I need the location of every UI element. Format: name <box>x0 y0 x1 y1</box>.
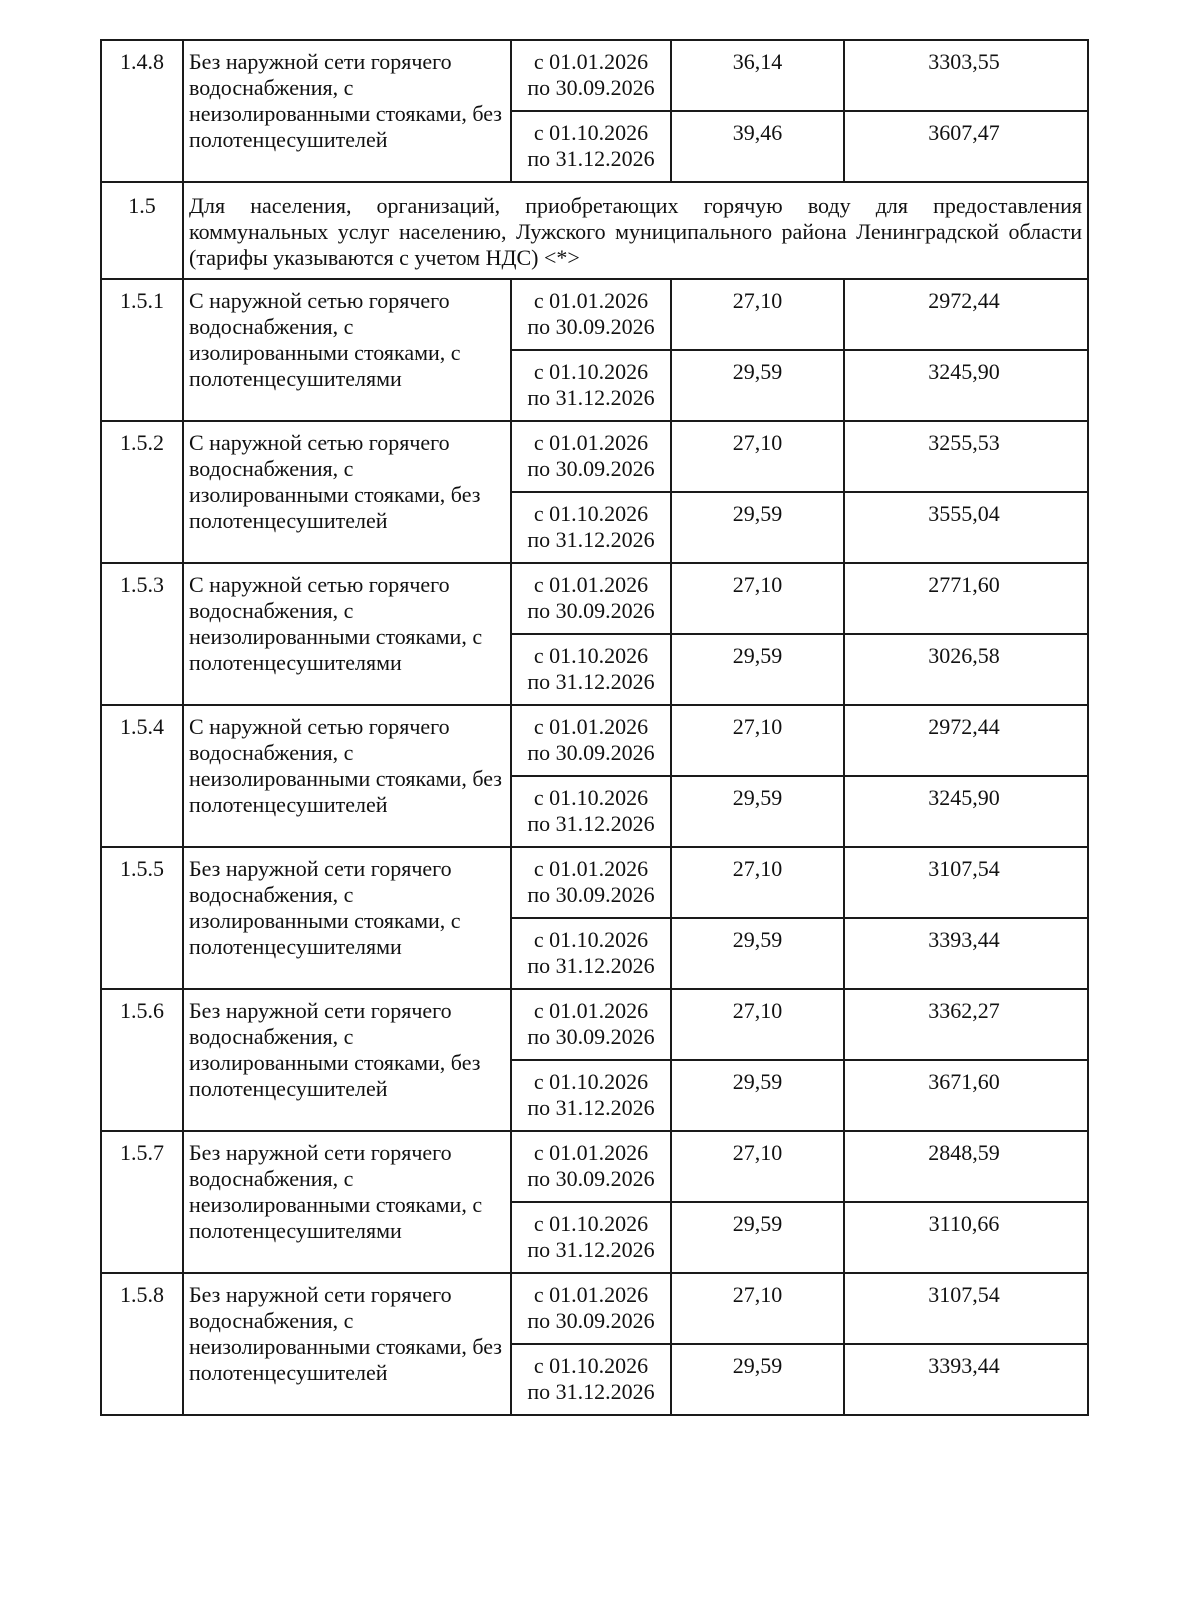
period-end: по 31.12.2026 <box>527 1095 655 1120</box>
period-start: с 01.01.2026 <box>533 1282 649 1307</box>
section-number: 1.5 <box>101 182 183 279</box>
period-cell <box>511 705 671 776</box>
item-number: 1.5.4 <box>101 705 183 847</box>
table-row <box>101 989 1088 1060</box>
table-row <box>101 705 1088 776</box>
component-value: 29,59 <box>671 350 844 421</box>
table-row <box>101 279 1088 350</box>
period-cell <box>511 279 671 350</box>
section-row <box>101 182 1088 279</box>
period-start: с 01.01.2026 <box>533 430 649 455</box>
period-cell <box>511 1060 671 1131</box>
table-row <box>101 563 1088 634</box>
component-value: 29,59 <box>671 1202 844 1273</box>
period-end: по 31.12.2026 <box>527 953 655 978</box>
component-value: 27,10 <box>671 705 844 776</box>
period-end: по 31.12.2026 <box>527 811 655 836</box>
item-number: 1.5.3 <box>101 563 183 705</box>
cost-value: 3107,54 <box>844 847 1088 918</box>
period-start: с 01.10.2026 <box>533 359 649 384</box>
cost-value: 3303,55 <box>844 40 1088 111</box>
tariff-table-body <box>101 40 1088 1415</box>
period-end: по 30.09.2026 <box>527 598 655 623</box>
period-cell <box>511 1131 671 1202</box>
item-description: Без наружной сети горячего водоснабжения, с неизолированными стояками, с полотенцесушителями <box>183 1131 511 1273</box>
item-number: 1.4.8 <box>101 40 183 182</box>
component-value: 27,10 <box>671 989 844 1060</box>
cost-value: 3245,90 <box>844 776 1088 847</box>
period-end: по 30.09.2026 <box>527 1308 655 1333</box>
component-value: 27,10 <box>671 1273 844 1344</box>
item-number: 1.5.6 <box>101 989 183 1131</box>
component-value: 27,10 <box>671 1131 844 1202</box>
period-start: с 01.10.2026 <box>533 501 649 526</box>
component-value: 29,59 <box>671 1344 844 1415</box>
item-description: Без наружной сети горячего водоснабжения, с неизолированными стояками, без полотенцесушителей <box>183 1273 511 1415</box>
period-cell <box>511 421 671 492</box>
period-end: по 31.12.2026 <box>527 1237 655 1262</box>
period-cell <box>511 776 671 847</box>
cost-value: 3362,27 <box>844 989 1088 1060</box>
period-start: с 01.01.2026 <box>533 49 649 74</box>
period-start: с 01.01.2026 <box>533 714 649 739</box>
period-cell <box>511 111 671 182</box>
period-start: с 01.10.2026 <box>533 1211 649 1236</box>
period-start: с 01.10.2026 <box>533 643 649 668</box>
period-start: с 01.10.2026 <box>533 785 649 810</box>
period-start: с 01.01.2026 <box>533 1140 649 1165</box>
period-end: по 31.12.2026 <box>527 146 655 171</box>
item-description: С наружной сетью горячего водоснабжения, с неизолированными стояками, с полотенцесушителями <box>183 563 511 705</box>
item-description: С наружной сетью горячего водоснабжения, с изолированными стояками, без полотенцесушителей <box>183 421 511 563</box>
cost-value: 3107,54 <box>844 1273 1088 1344</box>
period-end: по 31.12.2026 <box>527 1379 655 1404</box>
period-start: с 01.01.2026 <box>533 572 649 597</box>
item-description: Без наружной сети горячего водоснабжения, с неизолированными стояками, без полотенцесушителей <box>183 40 511 182</box>
period-cell <box>511 350 671 421</box>
period-end: по 30.09.2026 <box>527 314 655 339</box>
period-start: с 01.01.2026 <box>533 998 649 1023</box>
item-description: С наружной сетью горячего водоснабжения, с неизолированными стояками, без полотенцесушителей <box>183 705 511 847</box>
period-cell <box>511 1344 671 1415</box>
period-start: с 01.10.2026 <box>533 1353 649 1378</box>
table-row <box>101 1131 1088 1202</box>
period-end: по 31.12.2026 <box>527 385 655 410</box>
period-cell <box>511 918 671 989</box>
period-start: с 01.01.2026 <box>533 856 649 881</box>
cost-value: 3393,44 <box>844 918 1088 989</box>
cost-value: 3393,44 <box>844 1344 1088 1415</box>
cost-value: 3607,47 <box>844 111 1088 182</box>
period-start: с 01.10.2026 <box>533 927 649 952</box>
tariff-table <box>100 39 1089 1416</box>
period-end: по 31.12.2026 <box>527 527 655 552</box>
period-start: с 01.10.2026 <box>533 120 649 145</box>
item-number: 1.5.1 <box>101 279 183 421</box>
item-description: Без наружной сети горячего водоснабжения, с изолированными стояками, без полотенцесушителей <box>183 989 511 1131</box>
period-cell <box>511 492 671 563</box>
item-number: 1.5.5 <box>101 847 183 989</box>
period-cell <box>511 989 671 1060</box>
period-end: по 30.09.2026 <box>527 75 655 100</box>
cost-value: 2972,44 <box>844 705 1088 776</box>
table-row <box>101 40 1088 111</box>
period-cell <box>511 40 671 111</box>
table-row <box>101 1273 1088 1344</box>
cost-value: 3110,66 <box>844 1202 1088 1273</box>
component-value: 29,59 <box>671 1060 844 1131</box>
item-number: 1.5.8 <box>101 1273 183 1415</box>
component-value: 29,59 <box>671 918 844 989</box>
component-value: 27,10 <box>671 279 844 350</box>
component-value: 29,59 <box>671 492 844 563</box>
period-cell <box>511 1202 671 1273</box>
cost-value: 2771,60 <box>844 563 1088 634</box>
period-end: по 30.09.2026 <box>527 740 655 765</box>
component-value: 39,46 <box>671 111 844 182</box>
cost-value: 3026,58 <box>844 634 1088 705</box>
period-end: по 30.09.2026 <box>527 456 655 481</box>
component-value: 27,10 <box>671 563 844 634</box>
period-start: с 01.10.2026 <box>533 1069 649 1094</box>
period-cell <box>511 847 671 918</box>
component-value: 27,10 <box>671 421 844 492</box>
period-end: по 30.09.2026 <box>527 882 655 907</box>
period-end: по 30.09.2026 <box>527 1166 655 1191</box>
period-end: по 30.09.2026 <box>527 1024 655 1049</box>
component-value: 36,14 <box>671 40 844 111</box>
table-row <box>101 421 1088 492</box>
period-cell <box>511 563 671 634</box>
item-number: 1.5.2 <box>101 421 183 563</box>
period-start: с 01.01.2026 <box>533 288 649 313</box>
component-value: 27,10 <box>671 847 844 918</box>
component-value: 29,59 <box>671 776 844 847</box>
section-title: Для населения, организаций, приобретающих горячую воду для предоставления коммунальных услуг населению, Лужского муниципального района Ленинградской области (тарифы указываются с учетом НДС) <*> <box>183 182 1088 279</box>
item-description: Без наружной сети горячего водоснабжения, с изолированными стояками, с полотенцесушителями <box>183 847 511 989</box>
component-value: 29,59 <box>671 634 844 705</box>
cost-value: 3671,60 <box>844 1060 1088 1131</box>
item-description: С наружной сетью горячего водоснабжения, с изолированными стояками, с полотенцесушителями <box>183 279 511 421</box>
cost-value: 2848,59 <box>844 1131 1088 1202</box>
period-end: по 31.12.2026 <box>527 669 655 694</box>
period-cell <box>511 634 671 705</box>
item-number: 1.5.7 <box>101 1131 183 1273</box>
cost-value: 3255,53 <box>844 421 1088 492</box>
cost-value: 3555,04 <box>844 492 1088 563</box>
period-cell <box>511 1273 671 1344</box>
cost-value: 3245,90 <box>844 350 1088 421</box>
table-row <box>101 847 1088 918</box>
cost-value: 2972,44 <box>844 279 1088 350</box>
